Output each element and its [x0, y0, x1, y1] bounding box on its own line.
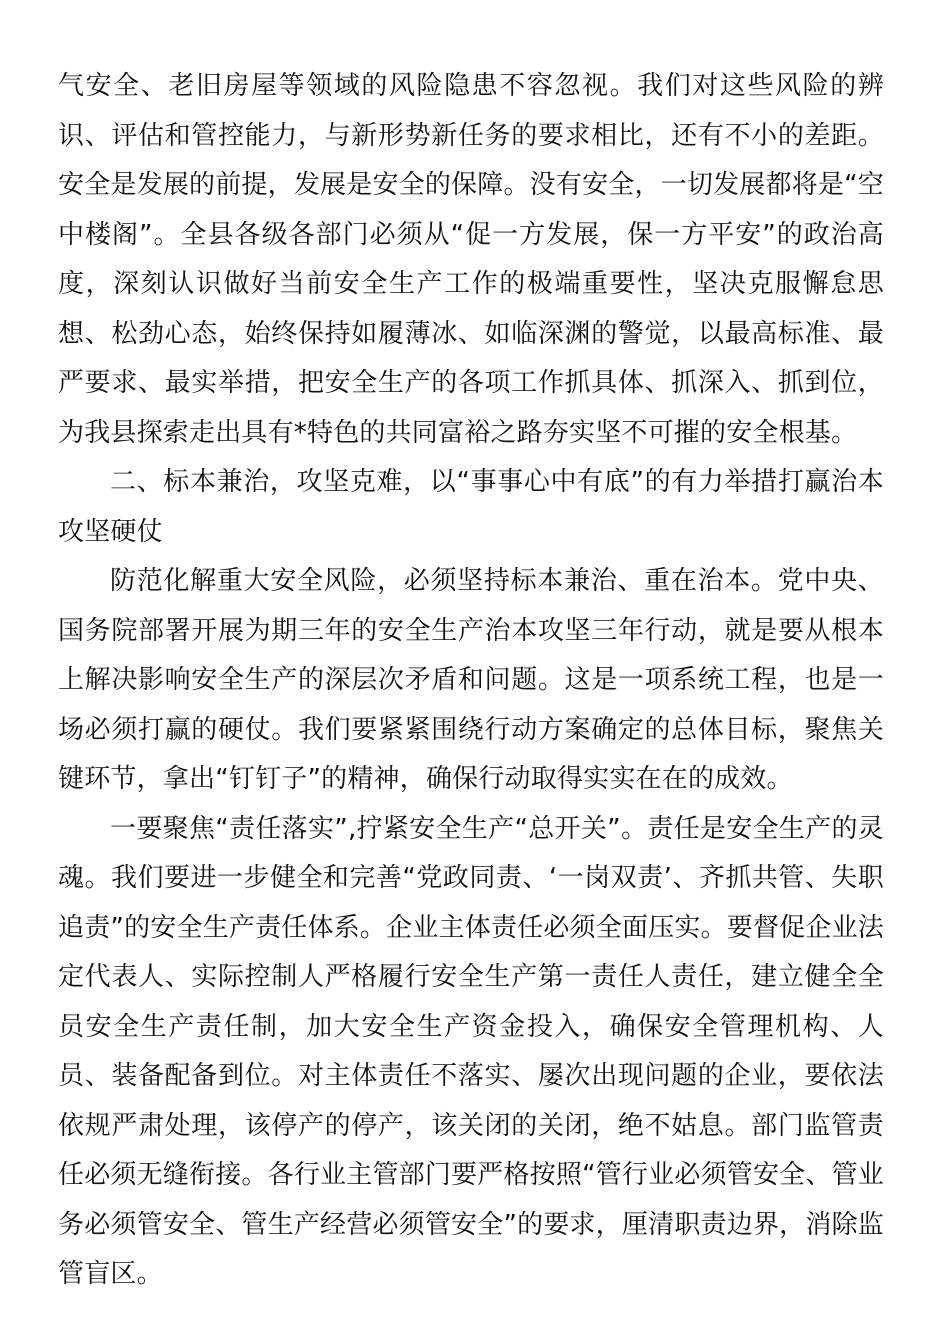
body-paragraph: 一要聚焦“责任落实”,拧紧安全生产“总开关”。责任是安全生产的灵魂。我们要进一步健全和完善“党政同责、‘一岗双责’、齐抓共管、失职追责”的安全生产责任体系。企业主体责任必须全面压实。要督促企业法定代表人、实际控制人严格履行安全生产第一责任人责任，建立健全全员安全生产责任制，加大安全生产资金投入，确保安全管理机构、人员、装备配备到位。对主体责任不落实、屡次出现问题的企业，要依法依规严肃处理，该停产的停产，该关闭的关闭，绝不姑息。部门监管责任必须无缝衔接。各行业主管部门要严格按照“管行业必须管安全、管业务必须管安全、管生产经营必须管安全”的要求，厘清职责边界，消除监管盲区。 [58, 813, 884, 1289]
section-heading: 二、标本兼治，攻坚克难，以“事事心中有底”的有力举措打赢治本攻坚硬仗 [58, 467, 884, 547]
body-paragraph: 防范化解重大安全风险，必须坚持标本兼治、重在治本。党中央、国务院部署开展为期三年的安全生产治本攻坚三年行动，就是要从根本上解决影响安全生产的深层次矛盾和问题。这是一项系统工程，也是一场必须打赢的硬仗。我们要紧紧围绕行动方案确定的总体目标，聚焦关键环节，拿出“钉钉子”的精神，确保行动取得实实在在的成效。 [58, 566, 884, 794]
body-paragraph: 气安全、老旧房屋等领域的风险隐患不容忽视。我们对这些风险的辨识、评估和管控能力，与新形势新任务的要求相比，还有不小的差距。安全是发展的前提，发展是安全的保障。没有安全，一切发展都将是“空中楼阁”。全县各级各部门必须从“促一方发展，保一方平安”的政治高度，深刻认识做好当前安全生产工作的极端重要性，坚决克服懈怠思想、松劲心态，始终保持如履薄冰、如临深渊的警觉，以最高标准、最严要求、最实举措，把安全生产的各项工作抓具体、抓深入、抓到位，为我县探索走出具有*特色的共同富裕之路夯实坚不可摧的安全根基。 [58, 71, 884, 448]
document-page [58, 62, 884, 1300]
